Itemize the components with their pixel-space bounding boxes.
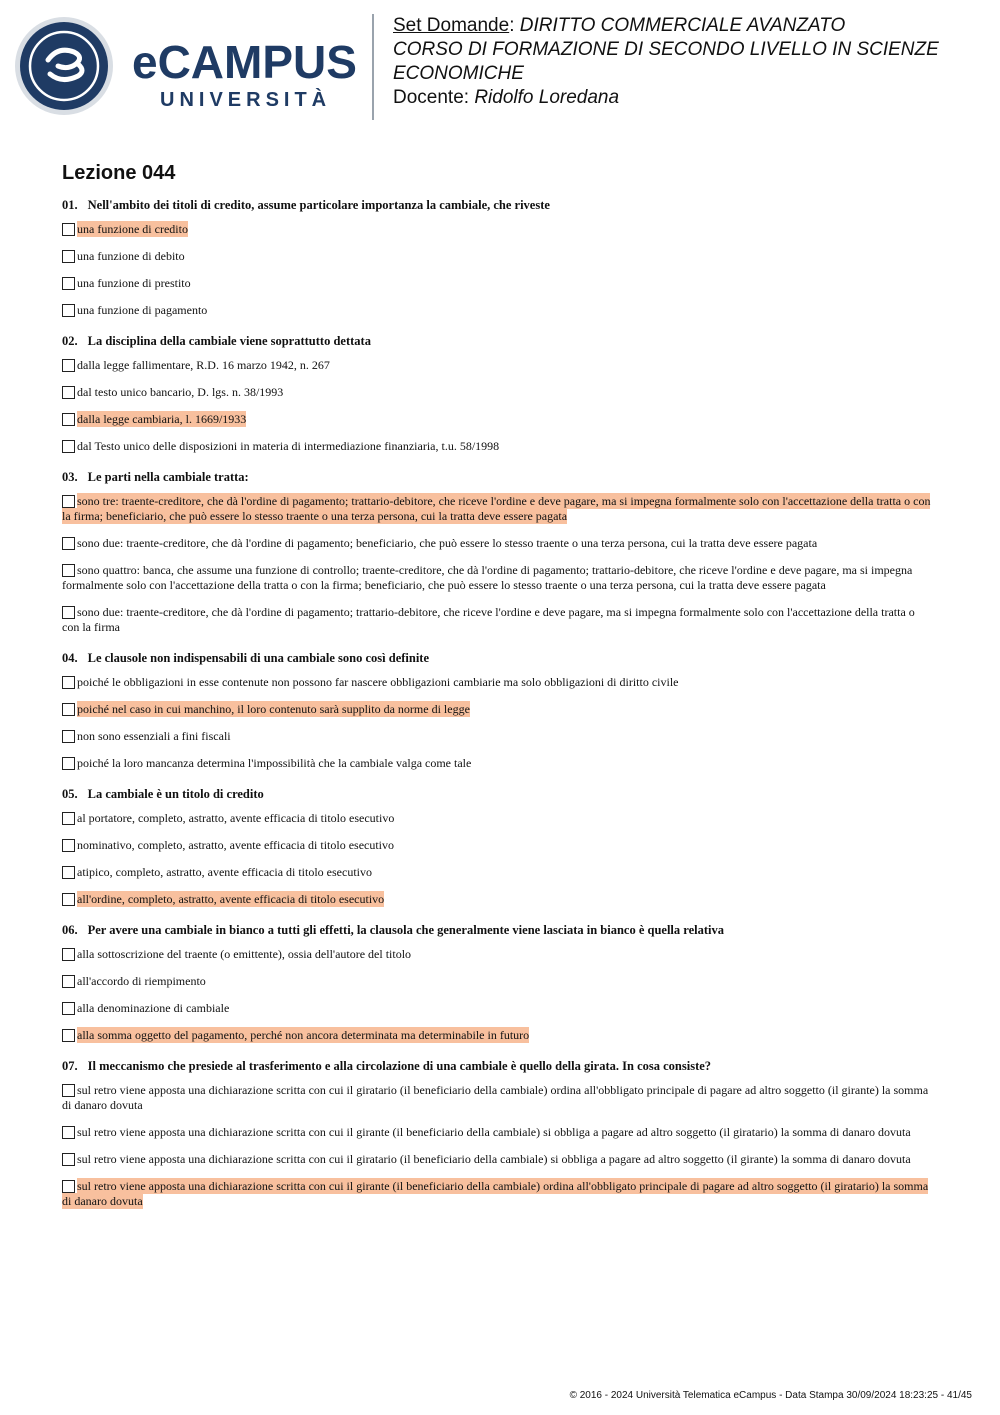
answer-checkbox[interactable] [62, 676, 75, 689]
answer-checkbox[interactable] [62, 495, 75, 508]
question-list [62, 198, 932, 1225]
answer-label: sono due: traente-creditore, che dà l'ordine di pagamento; beneficiario, che può essere lo stesso traente o una terza persona, cui la tratta deve essere pagata [77, 536, 818, 550]
answer-option[interactable] [62, 1152, 932, 1167]
answer-option[interactable] [62, 702, 932, 717]
question-label: Il meccanismo che presiede al trasferimento e alla circolazione di una cambiale è quello della girata. In cosa consiste? [87, 1059, 712, 1073]
question-2 [62, 334, 932, 454]
answer-checkbox[interactable] [62, 948, 75, 961]
answer-checkbox[interactable] [62, 386, 75, 399]
answer-label: poiché nel caso in cui manchino, il loro contenuto sarà supplito da norme di legge [77, 702, 470, 716]
answer-option[interactable] [62, 1125, 932, 1140]
logo-subtitle: UNIVERSITÀ [160, 89, 332, 111]
answer-option[interactable] [62, 494, 932, 524]
answer-checkbox[interactable] [62, 757, 75, 770]
answer-option[interactable] [62, 303, 932, 318]
question-label: Per avere una cambiale in bianco a tutti gli effetti, la clausola che generalmente viene lasciata in bianco è quella relativa [87, 923, 725, 937]
answer-checkbox[interactable] [62, 1084, 75, 1097]
course-subtitle: CORSO DI FORMAZIONE DI SECONDO LIVELLO IN SCIENZE ECONOMICHE [393, 39, 939, 84]
question-number: 04. [62, 651, 78, 665]
answer-label: sono tre: traente-creditore, che dà l'ordine di pagamento; trattario-debitore, che riceve l'ordine e deve pagare, ma si impegna formalmente solo con l'accettazione della tratta o con la firma; beneficiario, che può essere lo stesso traente o una terza persona, cui la tratta deve essere pagata [62, 494, 931, 523]
answer-label: alla sottoscrizione del traente (o emittente), ossia dell'autore del titolo [77, 947, 412, 961]
answer-checkbox[interactable] [62, 250, 75, 263]
answer-option[interactable] [62, 974, 932, 989]
question-label: Nell'ambito dei titoli di credito, assume particolare importanza la cambiale, che riveste [87, 198, 550, 212]
answer-option[interactable] [62, 412, 932, 427]
answer-option[interactable] [62, 1001, 932, 1016]
answer-option[interactable] [62, 276, 932, 291]
answer-label: nominativo, completo, astratto, avente efficacia di titolo esecutivo [77, 838, 395, 852]
answer-option[interactable] [62, 1083, 932, 1113]
question-label: La disciplina della cambiale viene soprattutto dettata [87, 334, 371, 348]
answer-checkbox[interactable] [62, 730, 75, 743]
answer-label: sul retro viene apposta una dichiarazione scritta con cui il giratario (il beneficiario della cambiale) ordina all'obbligato principale di pagare ad altro soggetto (il girante) la somma di danaro dovuta [62, 1083, 929, 1112]
question-1 [62, 198, 932, 318]
answer-checkbox[interactable] [62, 564, 75, 577]
question-text [62, 651, 932, 666]
page-footer: © 2016 - 2024 Università Telematica eCampus - Data Stampa 30/09/2024 18:23:25 - 41/45 [569, 1390, 972, 1401]
answer-option[interactable] [62, 385, 932, 400]
answer-option[interactable] [62, 439, 932, 454]
question-4 [62, 651, 932, 771]
ecampus-logo [14, 14, 364, 118]
answer-option[interactable] [62, 605, 932, 635]
answer-label: sul retro viene apposta una dichiarazione scritta con cui il girante (il beneficiario della cambiale) si obbliga a pagare ad altro soggetto (il giratario) la somma di danaro dovuta [77, 1125, 911, 1139]
question-number: 01. [62, 198, 78, 212]
answer-label: all'accordo di riempimento [77, 974, 206, 988]
answer-checkbox[interactable] [62, 866, 75, 879]
question-text [62, 787, 932, 802]
answer-label: all'ordine, completo, astratto, avente efficacia di titolo esecutivo [77, 892, 385, 906]
answer-checkbox[interactable] [62, 1029, 75, 1042]
question-number: 07. [62, 1059, 78, 1073]
answer-checkbox[interactable] [62, 812, 75, 825]
question-text [62, 923, 932, 938]
answer-checkbox[interactable] [62, 1153, 75, 1166]
answer-option[interactable] [62, 675, 932, 690]
answer-label: dalla legge cambiaria, l. 1669/1933 [77, 412, 247, 426]
answer-checkbox[interactable] [62, 1126, 75, 1139]
question-text [62, 1059, 932, 1074]
answer-checkbox[interactable] [62, 537, 75, 550]
answer-label: dal Testo unico delle disposizioni in materia di intermediazione finanziaria, t.u. 58/1998 [77, 439, 500, 453]
answer-option[interactable] [62, 358, 932, 373]
answer-option[interactable] [62, 563, 932, 593]
answer-checkbox[interactable] [62, 1002, 75, 1015]
answer-checkbox[interactable] [62, 277, 75, 290]
teacher-line [393, 86, 983, 110]
answer-checkbox[interactable] [62, 975, 75, 988]
answer-label: al portatore, completo, astratto, avente efficacia di titolo esecutivo [77, 811, 395, 825]
teacher-label: Docente: [393, 87, 475, 108]
question-5 [62, 787, 932, 907]
answer-option[interactable] [62, 222, 932, 237]
answer-label: dal testo unico bancario, D. lgs. n. 38/1993 [77, 385, 284, 399]
question-7 [62, 1059, 932, 1209]
answer-label: sul retro viene apposta una dichiarazione scritta con cui il giratario (il beneficiario della cambiale) si obbliga a pagare ad altro soggetto (il girante) la somma di danaro dovuta [77, 1152, 911, 1166]
answer-option[interactable] [62, 249, 932, 264]
answer-checkbox[interactable] [62, 413, 75, 426]
answer-label: sul retro viene apposta una dichiarazione scritta con cui il girante (il beneficiario della cambiale) ordina all'obbligato principale di pagare ad altro soggetto (il giratario) la somma di danaro dovuta [62, 1179, 929, 1208]
answer-checkbox[interactable] [62, 703, 75, 716]
header-info [393, 14, 983, 110]
answer-checkbox[interactable] [62, 440, 75, 453]
answer-label: alla somma oggetto del pagamento, perché non ancora determinata ma determinabile in futuro [77, 1028, 530, 1042]
answer-checkbox[interactable] [62, 304, 75, 317]
answer-option[interactable] [62, 947, 932, 962]
answer-option[interactable] [62, 811, 932, 826]
answer-option[interactable] [62, 865, 932, 880]
answer-label: poiché la loro mancanza determina l'impossibilità che la cambiale valga come tale [77, 756, 472, 770]
answer-option[interactable] [62, 536, 932, 551]
question-label: Le parti nella cambiale tratta: [87, 470, 249, 484]
set-label: Set Domande [393, 15, 510, 36]
teacher-name: Ridolfo Loredana [474, 87, 620, 108]
answer-checkbox[interactable] [62, 223, 75, 236]
answer-checkbox[interactable] [62, 893, 75, 906]
answer-option[interactable] [62, 1028, 932, 1043]
question-6 [62, 923, 932, 1043]
header-divider [372, 14, 374, 120]
question-number: 03. [62, 470, 78, 484]
question-text [62, 198, 932, 213]
answer-checkbox[interactable] [62, 839, 75, 852]
page-header [0, 0, 1000, 135]
question-number: 05. [62, 787, 78, 801]
answer-label: sono due: traente-creditore, che dà l'ordine di pagamento; trattario-debitore, che riceve l'ordine e deve pagare, ma si impegna formalmente solo con l'accettazione della tratta o con la firma [62, 605, 915, 634]
question-label: Le clausole non indispensabili di una cambiale sono così definite [87, 651, 430, 665]
answer-option[interactable] [62, 729, 932, 744]
answer-option[interactable] [62, 1179, 932, 1209]
answer-label: sono quattro: banca, che assume una funzione di controllo; traente-creditore, che dà l'ordine di pagamento; trattario-debitore, che riceve l'ordine e deve pagare, ma si impegna formalmente solo con l'accettazione della tratta o con la firma; beneficiario, che può essere lo stesso traente o una terza persona, cui la tratta deve essere pagata [62, 563, 913, 592]
lesson-title: Lezione 044 [62, 162, 176, 184]
answer-checkbox[interactable] [62, 359, 75, 372]
answer-label: poiché le obbligazioni in esse contenute non possono far nascere obbligazioni cambiarie ma solo obbligazioni di diritto civile [77, 675, 679, 689]
question-text [62, 334, 932, 349]
answer-label: una funzione di credito [77, 222, 188, 236]
question-text [62, 470, 932, 485]
question-number: 06. [62, 923, 78, 937]
answer-label: dalla legge fallimentare, R.D. 16 marzo 1942, n. 267 [77, 358, 330, 372]
question-number: 02. [62, 334, 78, 348]
answer-checkbox[interactable] [62, 606, 75, 619]
answer-label: una funzione di pagamento [77, 303, 208, 317]
course-title-line [393, 14, 983, 38]
logo-wordmark: eCAMPUS [132, 36, 357, 88]
answer-option[interactable] [62, 756, 932, 771]
answer-label: una funzione di prestito [77, 276, 191, 290]
answer-option[interactable] [62, 838, 932, 853]
question-label: La cambiale è un titolo di credito [87, 787, 264, 801]
course-title: DIRITTO COMMERCIALE AVANZATO [519, 15, 846, 36]
answer-label: una funzione di debito [77, 249, 185, 263]
set-separator: : [509, 15, 520, 36]
question-3 [62, 470, 932, 635]
answer-checkbox[interactable] [62, 1180, 75, 1193]
answer-option[interactable] [62, 892, 932, 907]
answer-label: atipico, completo, astratto, avente efficacia di titolo esecutivo [77, 865, 373, 879]
answer-label: non sono essenziali a fini fiscali [77, 729, 231, 743]
answer-label: alla denominazione di cambiale [77, 1001, 230, 1015]
